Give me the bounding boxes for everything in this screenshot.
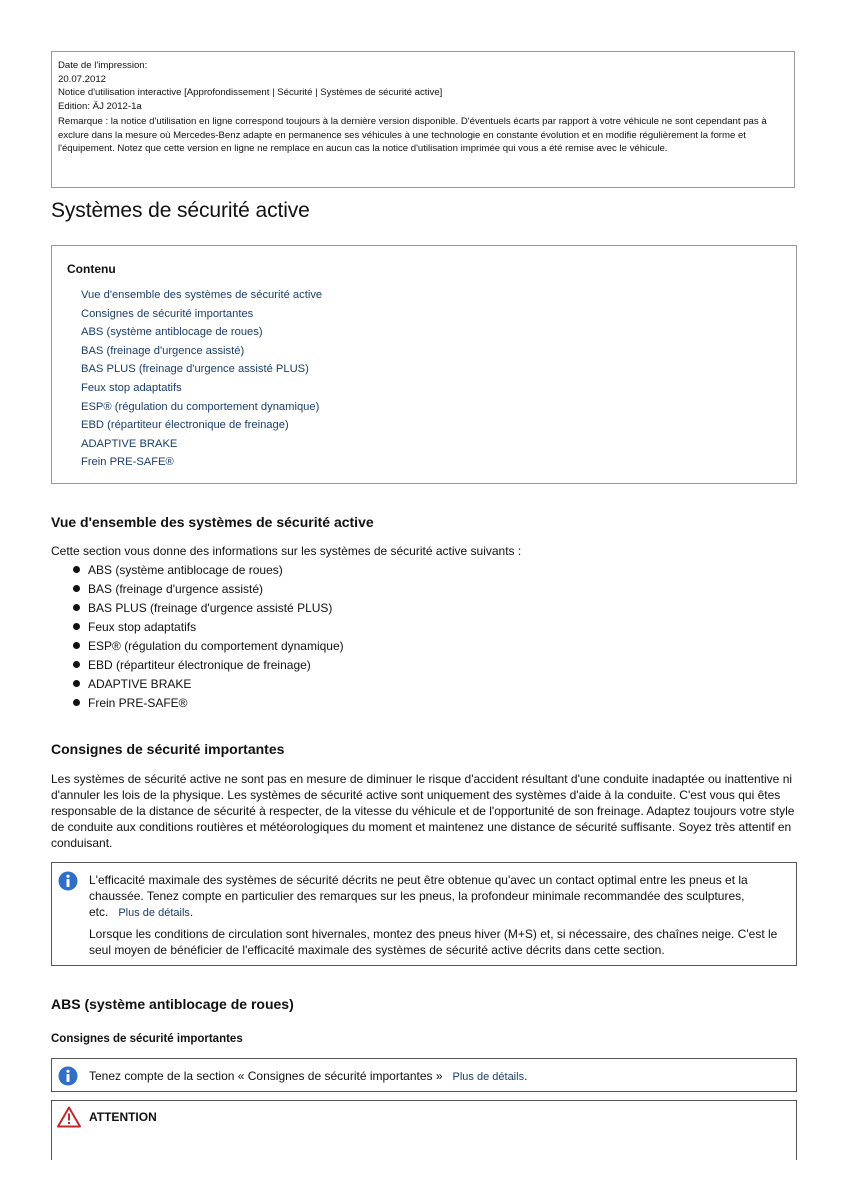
more-details-link[interactable]: Plus de détails — [118, 907, 190, 919]
warning-icon — [57, 1106, 81, 1128]
bullet-icon — [73, 642, 80, 649]
list-item-text: BAS (freinage d'urgence assisté) — [88, 582, 264, 596]
list-item-text: Frein PRE-SAFE® — [88, 696, 188, 710]
page-title: Systèmes de sécurité active — [51, 199, 310, 222]
list-item-text: BAS PLUS (freinage d'urgence assisté PLUS) — [88, 601, 333, 615]
toc-item — [81, 305, 322, 324]
info-text-abs-body: Tenez compte de la section « Consignes de sécurité importantes » — [89, 1069, 443, 1083]
print-date-value: 20.07.2012 — [58, 73, 107, 85]
link-period: . — [524, 1069, 528, 1083]
abs-heading: ABS (système antiblocage de roues) — [51, 996, 294, 1012]
toc-item — [81, 398, 322, 417]
info-text-abs — [89, 1068, 789, 1085]
toc-item — [81, 342, 322, 361]
toc-link-safety[interactable]: Consignes de sécurité importantes — [81, 307, 254, 320]
toc-link-abs[interactable]: ABS (système antiblocage de roues) — [81, 326, 263, 339]
notice-path: Notice d'utilisation interactive [Approfondissement | Sécurité | Systèmes de sécurité active] — [58, 87, 443, 98]
info-text-tyres-p1: L'efficacité maximale des systèmes de sécurité décrits ne peut être obtenue qu'avec un contact optimal entre les pneus et la chaussée. Tenez compte en particulier des remarques sur les pneus, la profondeur minimale recommandée des sculptures, etc. — [89, 873, 748, 919]
info-text-winter: Lorsque les conditions de circulation sont hivernales, montez des pneus hiver (M+S) et, si nécessaire, des chaînes neige. C'est le seul moyen de bénéficier de l'efficacité maximale des systèmes de sécurité active décrits dans cette section. — [89, 927, 778, 957]
bullet-icon — [73, 661, 80, 668]
list-item — [70, 675, 344, 694]
info-box-abs — [51, 1058, 797, 1092]
overview-heading: Vue d'ensemble des systèmes de sécurité active — [51, 514, 374, 530]
info-text-tyres — [89, 872, 789, 921]
list-item — [70, 656, 344, 675]
toc-link-esp[interactable]: ESP® (régulation du comportement dynamique) — [81, 400, 320, 413]
bullet-icon — [73, 623, 80, 630]
toc-item — [81, 286, 322, 305]
warning-box — [51, 1100, 797, 1160]
toc-link-bas-plus[interactable]: BAS PLUS (freinage d'urgence assisté PLUS) — [81, 363, 309, 376]
bullet-icon — [73, 680, 80, 687]
toc-heading: Contenu — [67, 262, 116, 276]
print-info-box — [51, 51, 795, 188]
bullet-icon — [73, 699, 80, 706]
list-item-text: ADAPTIVE BRAKE — [88, 677, 192, 691]
list-item — [70, 561, 344, 580]
warning-label: ATTENTION — [89, 1110, 157, 1124]
more-details-link[interactable]: Plus de détails — [452, 1071, 525, 1083]
print-date-label: Date de l'impression: — [58, 60, 148, 71]
toc-list — [81, 286, 322, 472]
list-item-text: EBD (répartiteur électronique de freinage) — [88, 658, 311, 672]
toc-link-adaptive-brake[interactable]: ADAPTIVE BRAKE — [81, 437, 178, 450]
toc-item — [81, 435, 322, 454]
toc-item — [81, 453, 322, 472]
safety-paragraph: Les systèmes de sécurité active ne sont pas en mesure de diminuer le risque d'accident résultant d'une conduite inadaptée ou inattentive ni d'annuler les lois de la physique. Les systèmes de sécurité active sont uniquement des systèmes d'aide à la conduite. C'est vous qui êtes responsable de la distance de sécurité à respecter, de la vitesse du véhicule et de l'opportunité de son freinage. Adaptez toujours votre style de conduite aux conditions routières et météorologiques du moment et maintenez une distance de sécurité suffisante. Soyez très attentif en conduisant. — [51, 772, 795, 850]
toc-link-overview[interactable]: Vue d'ensemble des systèmes de sécurité active — [81, 289, 323, 301]
bullet-icon — [73, 604, 80, 611]
list-item-text: ABS (système antiblocage de roues) — [88, 563, 283, 577]
table-of-contents — [51, 245, 797, 484]
link-period: . — [189, 905, 194, 919]
abs-subheading: Consignes de sécurité importantes — [51, 1033, 243, 1045]
info-icon — [58, 871, 78, 891]
info-box-tyres — [51, 862, 797, 966]
toc-item — [81, 360, 322, 379]
toc-link-bas[interactable]: BAS (freinage d'urgence assisté) — [81, 344, 245, 357]
list-item-text: Feux stop adaptatifs — [88, 620, 197, 634]
toc-link-ebd[interactable]: EBD (répartiteur électronique de freinage) — [81, 419, 289, 432]
list-item — [70, 618, 344, 637]
toc-link-pre-safe[interactable]: Frein PRE-SAFE® — [81, 456, 174, 469]
toc-item — [81, 379, 322, 398]
list-item-text: ESP® (régulation du comportement dynamique) — [88, 639, 344, 653]
toc-link-brake-lights[interactable]: Feux stop adaptatifs — [81, 381, 182, 394]
remark: Remarque : la notice d'utilisation en ligne correspond toujours à la dernière version disponible. D'éventuels écarts par rapport à votre véhicule ne sont cependant pas à exclure dans la mesure où Mercedes-Benz adapte en permanence ses véhicules à une technologie en constante évolution et en modifie régulièrement la forme et l'équipement. Notez que cette version en ligne ne remplace en aucun cas la notice d'utilisation imprimée qui vous a été remise avec le véhicule. — [58, 116, 767, 154]
list-item — [70, 599, 344, 618]
edition: Edition: ÄJ 2012-1a — [58, 100, 142, 112]
overview-intro: Cette section vous donne des informations sur les systèmes de sécurité active suivants : — [51, 544, 522, 558]
safety-heading: Consignes de sécurité importantes — [51, 741, 285, 757]
bullet-icon — [73, 566, 80, 573]
overview-bullets — [70, 561, 344, 713]
list-item — [70, 580, 344, 599]
list-item — [70, 637, 344, 656]
toc-item — [81, 416, 322, 435]
toc-item — [81, 323, 322, 342]
bullet-icon — [73, 585, 80, 592]
list-item — [70, 694, 344, 713]
info-icon — [58, 1066, 78, 1086]
